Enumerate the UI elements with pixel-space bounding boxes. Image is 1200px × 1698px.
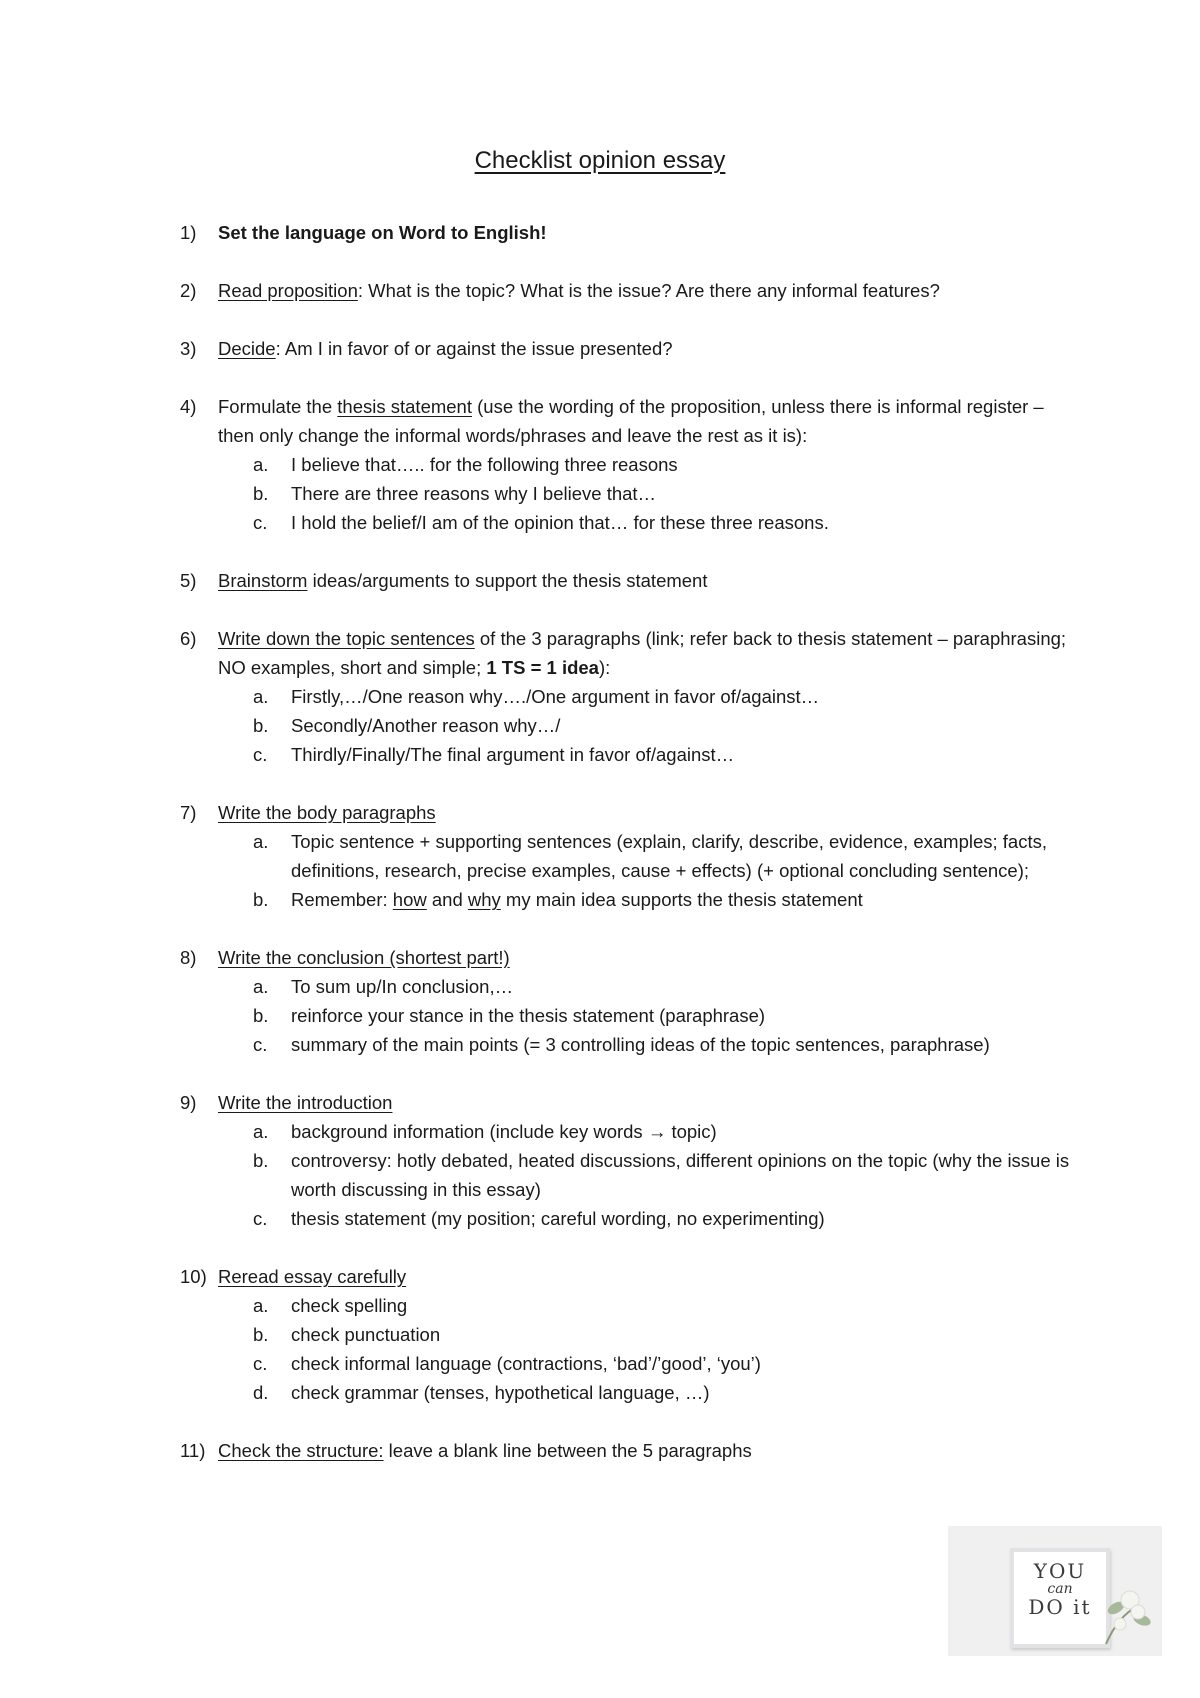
item-text [218,1436,1080,1465]
sub-list [218,1117,1080,1233]
item-number: 8) [180,947,197,968]
item-text [218,1262,1080,1291]
text-segment: Formulate the [218,396,338,417]
item-number: 3) [180,338,197,359]
sub-item-letter: b. [253,715,269,736]
item-text [218,566,1080,595]
sub-item-letter: c. [253,1208,268,1229]
checklist-item [180,943,1080,1059]
sub-item-text: background information (include key words → topic) [291,1121,717,1142]
sub-item-letter: b. [253,1324,269,1345]
sub-item-letter: c. [253,512,268,533]
item-number: 1) [180,222,197,243]
text-segment: and [426,889,468,910]
item-body [218,624,1080,769]
text-segment: : Am I in favor of or against the issue presented? [275,338,673,359]
sub-item [253,508,1080,537]
sub-item-text [291,885,1080,914]
checklist-item [180,392,1080,537]
item-body [218,392,1080,537]
text-segment: of the 3 paragraphs (link; refer back to thesis statement – paraphrasing; NO examples, short and simple; [218,628,1067,678]
text-segment: Decide [218,338,276,359]
checklist-item [180,334,1080,363]
sub-item-text: Topic sentence + supporting sentences (explain, clarify, describe, evidence, examples; facts, definitions, research, precise examples, cause + effects) (+ optional concluding sentence); [291,831,1047,881]
sub-item-text: check spelling [291,1295,408,1316]
text-segment: Check the structure: [218,1440,384,1461]
item-number: 10) [180,1266,207,1287]
sub-item-letter: a. [253,1295,269,1316]
sub-item-text: check informal language (contractions, ‘bad’/’good’, ‘you’) [291,1353,761,1374]
sub-list [218,827,1080,914]
item-body [218,334,1080,363]
checklist-item [180,1088,1080,1233]
sub-item-letter: a. [253,1121,269,1142]
item-number: 11) [180,1440,206,1461]
sub-list [218,972,1080,1059]
sub-item-text: controversy: hotly debated, heated discussions, different opinions on the topic (why the issue is worth discussing in this essay) [291,1150,1070,1200]
item-body [218,566,1080,595]
sub-item-text: Secondly/Another reason why…/ [291,715,561,736]
sub-item-letter: b. [253,483,269,504]
frame-text-line-1: YOU [1033,1559,1087,1583]
sub-item [253,682,1080,711]
frame-text-line-3: DO it [1028,1595,1092,1619]
item-text [218,943,1080,972]
item-text [218,392,1080,450]
sub-item [253,827,1080,885]
item-body [218,1088,1080,1233]
sub-list [218,450,1080,537]
sub-item-text: summary of the main points (= 3 controlling ideas of the topic sentences, paraphrase) [291,1034,990,1055]
checklist-item [180,276,1080,305]
sub-item [253,1291,1080,1320]
sub-item [253,1320,1080,1349]
sub-item-letter: c. [253,1034,268,1055]
sub-item [253,1001,1080,1030]
item-text [218,798,1080,827]
page-title: Checklist opinion essay [474,147,726,174]
item-number: 7) [180,802,197,823]
text-segment: : What is the topic? What is the issue? Are there any informal features? [357,280,940,301]
sub-item [253,711,1080,740]
sub-item [253,1349,1080,1378]
text-segment: Remember: [291,889,393,910]
item-body [218,276,1080,305]
sub-item-letter: a. [253,686,269,707]
text-segment: ): [598,657,611,678]
sub-item-text: There are three reasons why I believe that… [291,483,657,504]
sub-item-text: Thirdly/Finally/The final argument in favor of/against… [291,744,735,765]
sub-item [253,740,1080,769]
picture-frame [1010,1548,1110,1648]
sub-item-letter: b. [253,1005,269,1026]
item-number: 9) [180,1092,197,1113]
sub-item-text: To sum up/In conclusion,… [291,976,514,997]
text-segment: leave a blank line between the 5 paragraphs [383,1440,752,1461]
item-number: 6) [180,628,197,649]
text-segment: Read proposition [218,280,358,301]
sub-item-letter: a. [253,454,269,475]
sub-list [218,1291,1080,1407]
sub-list [218,682,1080,769]
sub-item [253,1117,1080,1146]
sub-item-letter: d. [253,1382,269,1403]
sub-item [253,1378,1080,1407]
sub-item-text: check punctuation [291,1324,441,1345]
text-segment: Brainstorm [218,570,308,591]
sub-item [253,479,1080,508]
item-body [218,798,1080,914]
text-segment: Set the language on Word to English! [218,222,547,243]
frame-text-line-2: can [1047,1581,1073,1597]
text-segment: (use the wording of the proposition, unless there is informal register – then only change the informal words/phrases and leave the rest as it is): [218,396,1044,446]
sub-item-letter: a. [253,831,269,852]
sub-item-text: thesis statement (my position; careful wording, no experimenting) [291,1208,825,1229]
text-segment: thesis statement [337,396,472,417]
item-text [218,1088,1080,1117]
text-segment: Write the conclusion (shortest part!) [218,947,510,968]
sub-item-text: reinforce your stance in the thesis statement (paraphrase) [291,1005,766,1026]
item-text [218,276,1080,305]
text-segment: ideas/arguments to support the thesis statement [307,570,708,591]
checklist-item [180,1436,1080,1465]
item-body [218,1262,1080,1407]
sub-item [253,450,1080,479]
sub-item-text: check grammar (tenses, hypothetical language, …) [291,1382,710,1403]
sub-item-text: Firstly,…/One reason why…./One argument in favor of/against… [291,686,820,707]
sub-item [253,885,1080,914]
checklist-item [180,624,1080,769]
checklist [180,218,1080,1494]
flower-icon [1098,1586,1154,1646]
item-text [218,334,1080,363]
item-number: 4) [180,396,197,417]
text-segment: Write the introduction [218,1092,393,1113]
sub-item-letter: a. [253,976,269,997]
text-segment: my main idea supports the thesis statement [500,889,863,910]
sub-item-letter: c. [253,744,268,765]
item-text [218,624,1080,682]
text-segment: why [467,889,501,910]
checklist-item [180,1262,1080,1407]
sub-item-letter: c. [253,1353,268,1374]
sub-item [253,1146,1080,1204]
sub-item-letter: b. [253,889,269,910]
sub-item-text: I hold the belief/I am of the opinion that… for these three reasons. [291,512,829,533]
sub-item [253,1204,1080,1233]
text-segment: Write the body paragraphs [218,802,436,823]
text-segment: how [392,889,427,910]
text-segment: Reread essay carefully [218,1266,407,1287]
item-body [218,943,1080,1059]
text-segment: 1 TS = 1 idea [486,657,599,678]
sub-item-text: I believe that….. for the following three reasons [291,454,678,475]
checklist-item [180,566,1080,595]
sub-item-letter: b. [253,1150,269,1171]
checklist-item [180,218,1080,247]
item-body [218,218,1080,247]
item-text [218,218,1080,247]
item-number: 5) [180,570,197,591]
item-body [218,1436,1080,1465]
checklist-item [180,798,1080,914]
sub-item [253,1030,1080,1059]
motivation-image [948,1526,1162,1656]
text-segment: Write down the topic sentences [218,628,475,649]
sub-item [253,972,1080,1001]
item-number: 2) [180,280,197,301]
